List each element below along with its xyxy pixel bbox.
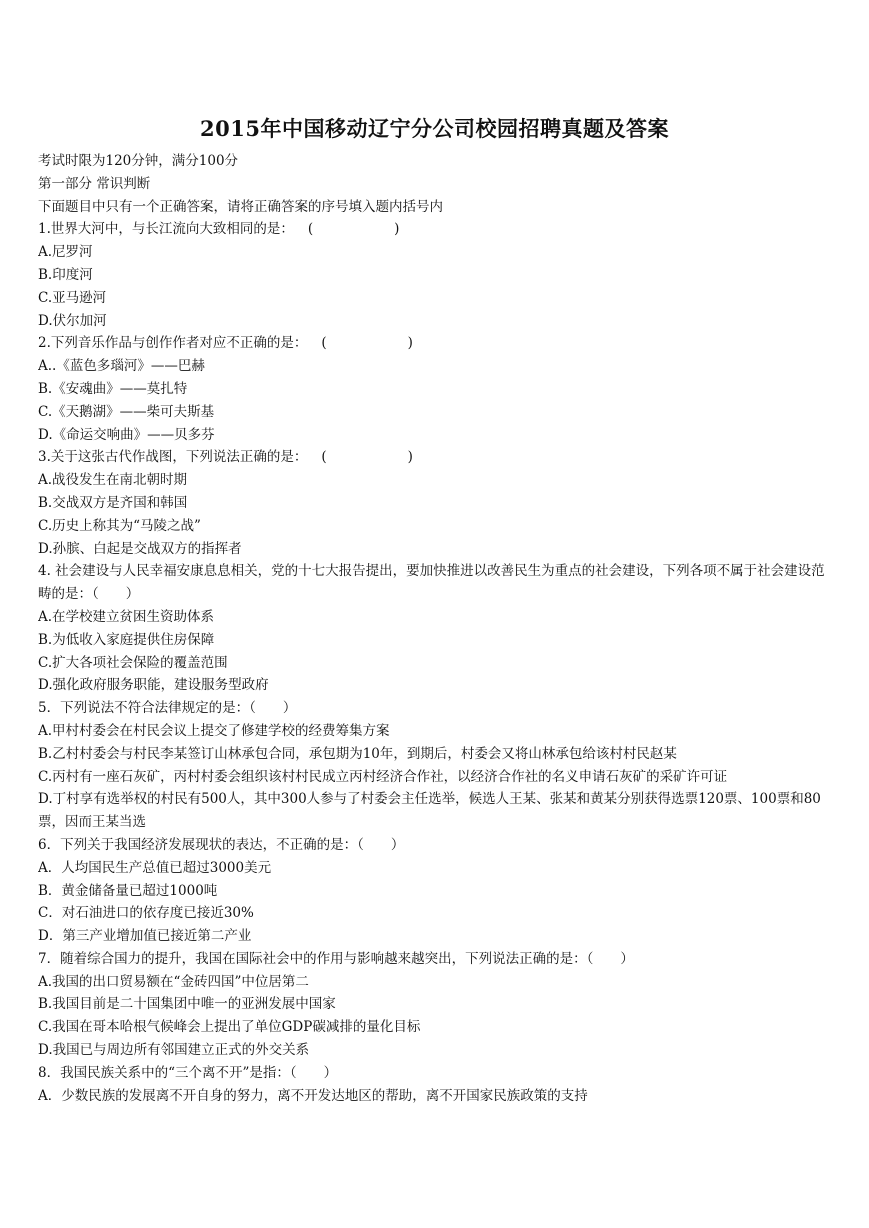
answer-option: C.《天鹅湖》——柴可夫斯基 — [38, 403, 215, 420]
answer-option: D.我国已与周边所有邻国建立正式的外交关系 — [38, 1042, 310, 1059]
answer-option: D.强化政府服务职能，建设服务型政府 — [38, 677, 269, 694]
question-text: 3.关于这张古代作战图，下列说法正确的是： — [38, 449, 308, 466]
answer-option: D.丁村享有选举权的村民有500人，其中300人参与了村委会主任选举，候选人王某、张某和黄某分别获得选票120票、100票和80票，因而王某当选 — [38, 791, 821, 831]
answer-option: A.战役发生在南北朝时期 — [38, 472, 188, 489]
question-stem: 8．我国民族关系中的“三个离不开”是指：（ ） — [38, 1064, 338, 1081]
answer-option: D.伏尔加河 — [38, 312, 107, 329]
page-title: 2015年中国移动辽宁分公司校园招聘真题及答案 — [200, 116, 669, 141]
answer-blank: ( ) — [321, 449, 413, 466]
question-stem: 4. 社会建设与人民幸福安康息息相关，党的十七大报告提出，要加快推进以改善民生为重点的社会建设，下列各项不属于社会建设范畴的是：（ ） — [38, 563, 825, 603]
answer-option: A．少数民族的发展离不开自身的努力，离不开发达地区的帮助，离不开国家民族政策的支持 — [38, 1087, 588, 1104]
answer-option: C.丙村有一座石灰矿，丙村村委会组织该村村民成立丙村经济合作社，以经济合作社的名义申请石灰矿的采矿许可证 — [38, 768, 728, 785]
answer-option: A..《蓝色多瑙河》——巴赫 — [38, 358, 205, 375]
answer-option: B.印度河 — [38, 266, 93, 283]
answer-option: B.乙村村委会与村民李某签订山林承包合同，承包期为10年，到期后，村委会又将山林承包给该村村民赵某 — [38, 745, 677, 762]
exam-body — [38, 150, 838, 1107]
answer-option: D.《命运交响曲》——贝多芬 — [38, 426, 215, 443]
question-stem — [38, 446, 838, 469]
answer-option: B.为低收入家庭提供住房保障 — [38, 631, 215, 648]
answer-option: C.扩大各项社会保险的覆盖范围 — [38, 654, 228, 671]
question-stem: 6．下列关于我国经济发展现状的表达，不正确的是：（ ） — [38, 836, 405, 853]
answer-option: B.《安魂曲》——莫扎特 — [38, 380, 188, 397]
answer-option: D．第三产业增加值已接近第二产业 — [38, 928, 252, 945]
answer-option: C.亚马逊河 — [38, 289, 107, 306]
answer-option: C.历史上称其为“马陵之战” — [38, 517, 201, 534]
question-stem: 7．随着综合国力的提升，我国在国际社会中的作用与影响越来越突出，下列说法正确的是：（ ） — [38, 950, 634, 967]
question-text: 2.下列音乐作品与创作作者对应不正确的是： — [38, 335, 308, 352]
answer-option: B.我国目前是二十国集团中唯一的亚洲发展中国家 — [38, 996, 336, 1013]
part-heading: 第一部分 常识判断 — [38, 175, 151, 192]
answer-blank: ( ) — [307, 221, 400, 238]
answer-option: A.甲村村委会在村民会议上提交了修建学校的经费筹集方案 — [38, 722, 390, 739]
answer-option: A.我国的出口贸易额在“金砖四国”中位居第二 — [38, 973, 309, 990]
time-limit-line: 考试时限为120分钟，满分100分 — [38, 153, 239, 169]
answer-option: A．人均国民生产总值已超过3000美元 — [38, 859, 272, 876]
question-text: 1.世界大河中，与长江流向大致相同的是： — [38, 221, 294, 238]
answer-option: D.孙膑、白起是交战双方的指挥者 — [38, 540, 242, 557]
answer-option: B．黄金储备量已超过1000吨 — [38, 882, 218, 899]
answer-option: A.在学校建立贫困生资助体系 — [38, 608, 215, 625]
question-stem — [38, 218, 838, 241]
question-stem: 5．下列说法不符合法律规定的是：（ ） — [38, 700, 297, 717]
question-stem — [38, 332, 838, 355]
answer-option: B.交战双方是齐国和韩国 — [38, 494, 188, 511]
answer-option: A.尼罗河 — [38, 244, 93, 261]
answer-option: C.我国在哥本哈根气候峰会上提出了单位GDP碳减排的量化目标 — [38, 1019, 421, 1036]
instruction-line: 下面题目中只有一个正确答案，请将正确答案的序号填入题内括号内 — [38, 198, 443, 215]
answer-blank: ( ) — [321, 335, 413, 352]
answer-option: C．对石油进口的依存度已接近30% — [38, 905, 254, 922]
